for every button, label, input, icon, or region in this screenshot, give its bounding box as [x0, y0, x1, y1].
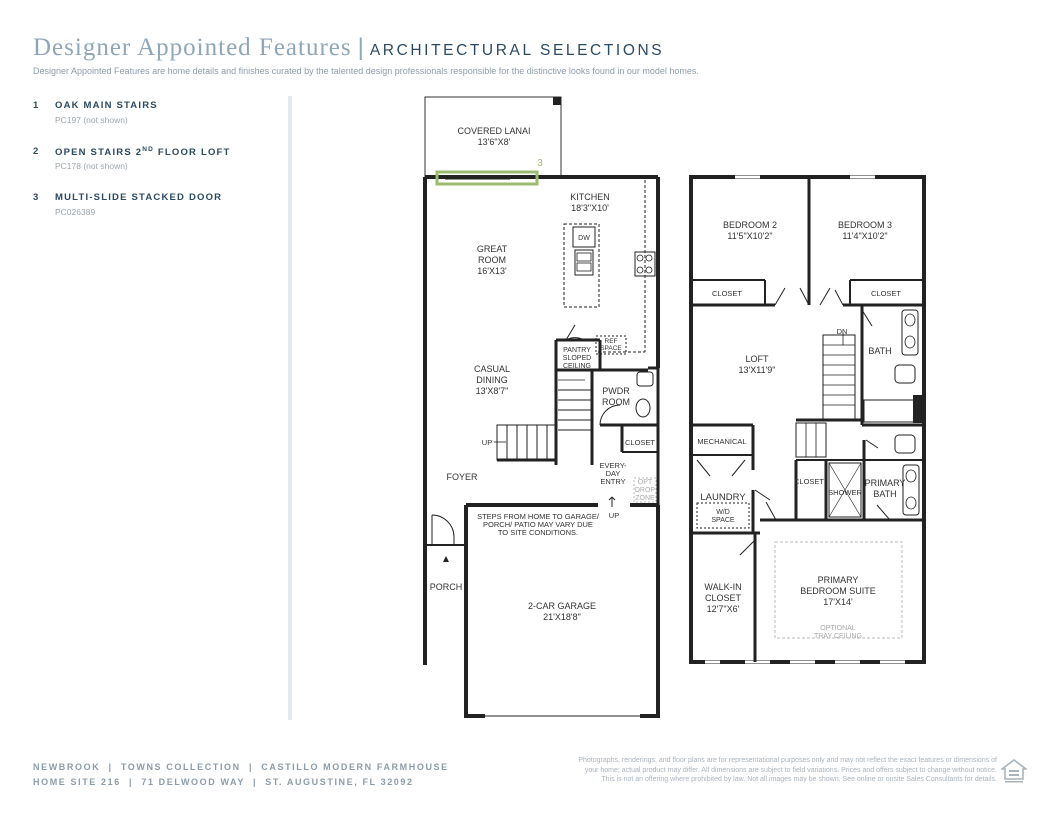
label-loft: LOFT	[745, 354, 769, 364]
label-everyday-2: DAY	[605, 469, 621, 478]
label-shower: SHOWER	[828, 488, 862, 497]
label-walkin-2: CLOSET	[704, 593, 742, 603]
label-bedroom3-dim: 11'4"X10'2"	[842, 231, 888, 241]
label-pantry-1: PANTRY	[563, 347, 591, 354]
equal-housing-icon	[1001, 758, 1027, 784]
label-wd-1: W/D	[716, 509, 730, 516]
feature-title: MULTI-SLIDE STACKED DOOR	[55, 192, 223, 203]
label-wd-2: SPACE	[711, 517, 735, 524]
intro-text: Designer Appointed Features are home details and finishes curated by the talented design professionals responsible for the distinctive looks found in our model homes.	[33, 66, 699, 76]
label-dn: DN	[836, 327, 848, 336]
label-bedroom2: BEDROOM 2	[722, 220, 778, 230]
label-walkin-1: WALK-IN	[704, 582, 742, 592]
label-closet-loft: CLOSET	[793, 477, 825, 486]
footer-line-2: HOME SITE 216 | 71 DELWOOD WAY | ST. AUGUSTINE, FL 32092	[33, 777, 414, 787]
disclaimer-line-2: your home; actual product may differ. All dimensions are subject to field variations. Prices and offers subject to change without notice.	[584, 766, 997, 774]
label-walkin-dim: 12'7"X6'	[706, 604, 740, 614]
label-primary-bath-1: PRIMARY	[864, 478, 906, 488]
footer-line-1: NEWBROOK | TOWNS COLLECTION | CASTILLO MODERN FARMHOUSE	[33, 762, 449, 772]
disclaimer-line-3: This is not an offering where prohibited by law. Not all images may be shown. See online or onsite Sales Consultants for details.	[601, 776, 997, 783]
feature-number: 2	[33, 146, 39, 157]
label-opt-2: DROP	[634, 487, 656, 494]
disclaimer-line-1: Photographs, renderings, and floor plans are for representational purposes only and may not reflect the exact features or dimensions of	[578, 757, 997, 764]
label-garage: 2-CAR GARAGE	[527, 601, 597, 611]
label-primary-bath-2: BATH	[873, 489, 897, 499]
footer-disclaimer	[517, 756, 997, 785]
label-pwdr-2: ROOM	[602, 397, 630, 407]
label-covered-lanai-dim: 13'6"X8'	[477, 137, 511, 147]
label-great-room-2: ROOM	[478, 255, 506, 265]
feature-code: PC197 (not shown)	[55, 115, 128, 125]
label-casual-dining-dim: 13'X8'7"	[475, 386, 509, 396]
page-subtitle: ARCHITECTURAL SELECTIONS	[369, 42, 665, 59]
label-steps-note-1: STEPS FROM HOME TO GARAGE/	[477, 512, 599, 521]
label-primary-suite-2: BEDROOM SUITE	[800, 586, 876, 596]
label-pantry-3: CEILING	[562, 363, 592, 370]
label-mechanical: MECHANICAL	[697, 437, 747, 446]
label-everyday-1: EVERY-	[599, 461, 627, 470]
label-bedroom2-dim: 11'5"X10'2"	[727, 231, 773, 241]
label-steps-note-2: PORCH/ PATIO MAY VARY DUE	[483, 520, 593, 529]
label-closet-bed2: CLOSET	[711, 289, 743, 298]
feature-number: 1	[33, 100, 39, 111]
label-optional-1: OPTIONAL	[820, 625, 856, 632]
label-closet-f1: CLOSET	[624, 438, 656, 447]
label-steps-note-3: TO SITE CONDITIONS.	[497, 528, 579, 537]
second-floor-labels	[697, 220, 905, 640]
feature-number: 3	[33, 192, 39, 203]
triangle-up-icon	[443, 556, 449, 562]
label-everyday-3: ENTRY	[600, 477, 626, 486]
page-title: Designer Appointed Features	[33, 34, 352, 61]
label-ref-1: REF	[604, 338, 618, 345]
label-foyer: FOYER	[446, 472, 478, 482]
label-up-stairs: UP	[481, 438, 493, 447]
feature-title: OPEN STAIRS 2ND FLOOR LOFT	[55, 146, 231, 159]
label-pantry-2: SLOPED	[562, 355, 592, 362]
label-garage-dim: 21'X18'8"	[543, 612, 581, 622]
feature-code: PC178 (not shown)	[55, 161, 128, 171]
feature-code: PC026389	[55, 207, 96, 217]
first-floor-plan	[425, 97, 658, 718]
label-porch: PORCH	[429, 582, 463, 592]
label-pwdr-1: PWDR	[602, 386, 630, 396]
label-up-garage: UP	[608, 511, 620, 520]
footer-address	[33, 760, 449, 790]
label-ref-2: SPACE	[600, 345, 622, 352]
title-separator: |	[357, 34, 364, 61]
first-floor-labels	[430, 126, 656, 622]
label-primary-suite-dim: 17'X14'	[823, 597, 853, 607]
feature-title: OAK MAIN STAIRS	[55, 100, 158, 111]
label-bath: BATH	[868, 346, 892, 356]
label-opt-1: OPT	[637, 479, 653, 486]
label-closet-bed3: CLOSET	[870, 289, 902, 298]
label-bedroom3: BEDROOM 3	[837, 220, 893, 230]
label-kitchen: KITCHEN	[570, 192, 610, 202]
label-casual-dining-1: CASUAL	[473, 364, 511, 374]
label-laundry: LAUNDRY	[700, 492, 746, 503]
label-casual-dining-2: DINING	[476, 375, 508, 385]
label-great-room-1: GREAT	[476, 244, 508, 254]
label-dw: DW	[578, 235, 590, 242]
label-great-room-dim: 16'X13'	[477, 266, 507, 276]
label-primary-suite-1: PRIMARY	[817, 575, 859, 585]
label-opt-3: ZONE	[635, 495, 655, 502]
label-covered-lanai: COVERED LANAI	[457, 126, 531, 136]
label-kitchen-dim: 18'3"X10'	[571, 203, 609, 213]
label-optional-2: TRAY CEILING	[814, 633, 862, 640]
lanai-post	[553, 97, 561, 105]
callout-number: 3	[537, 158, 543, 169]
label-loft-dim: 13'X11'9"	[738, 365, 776, 375]
